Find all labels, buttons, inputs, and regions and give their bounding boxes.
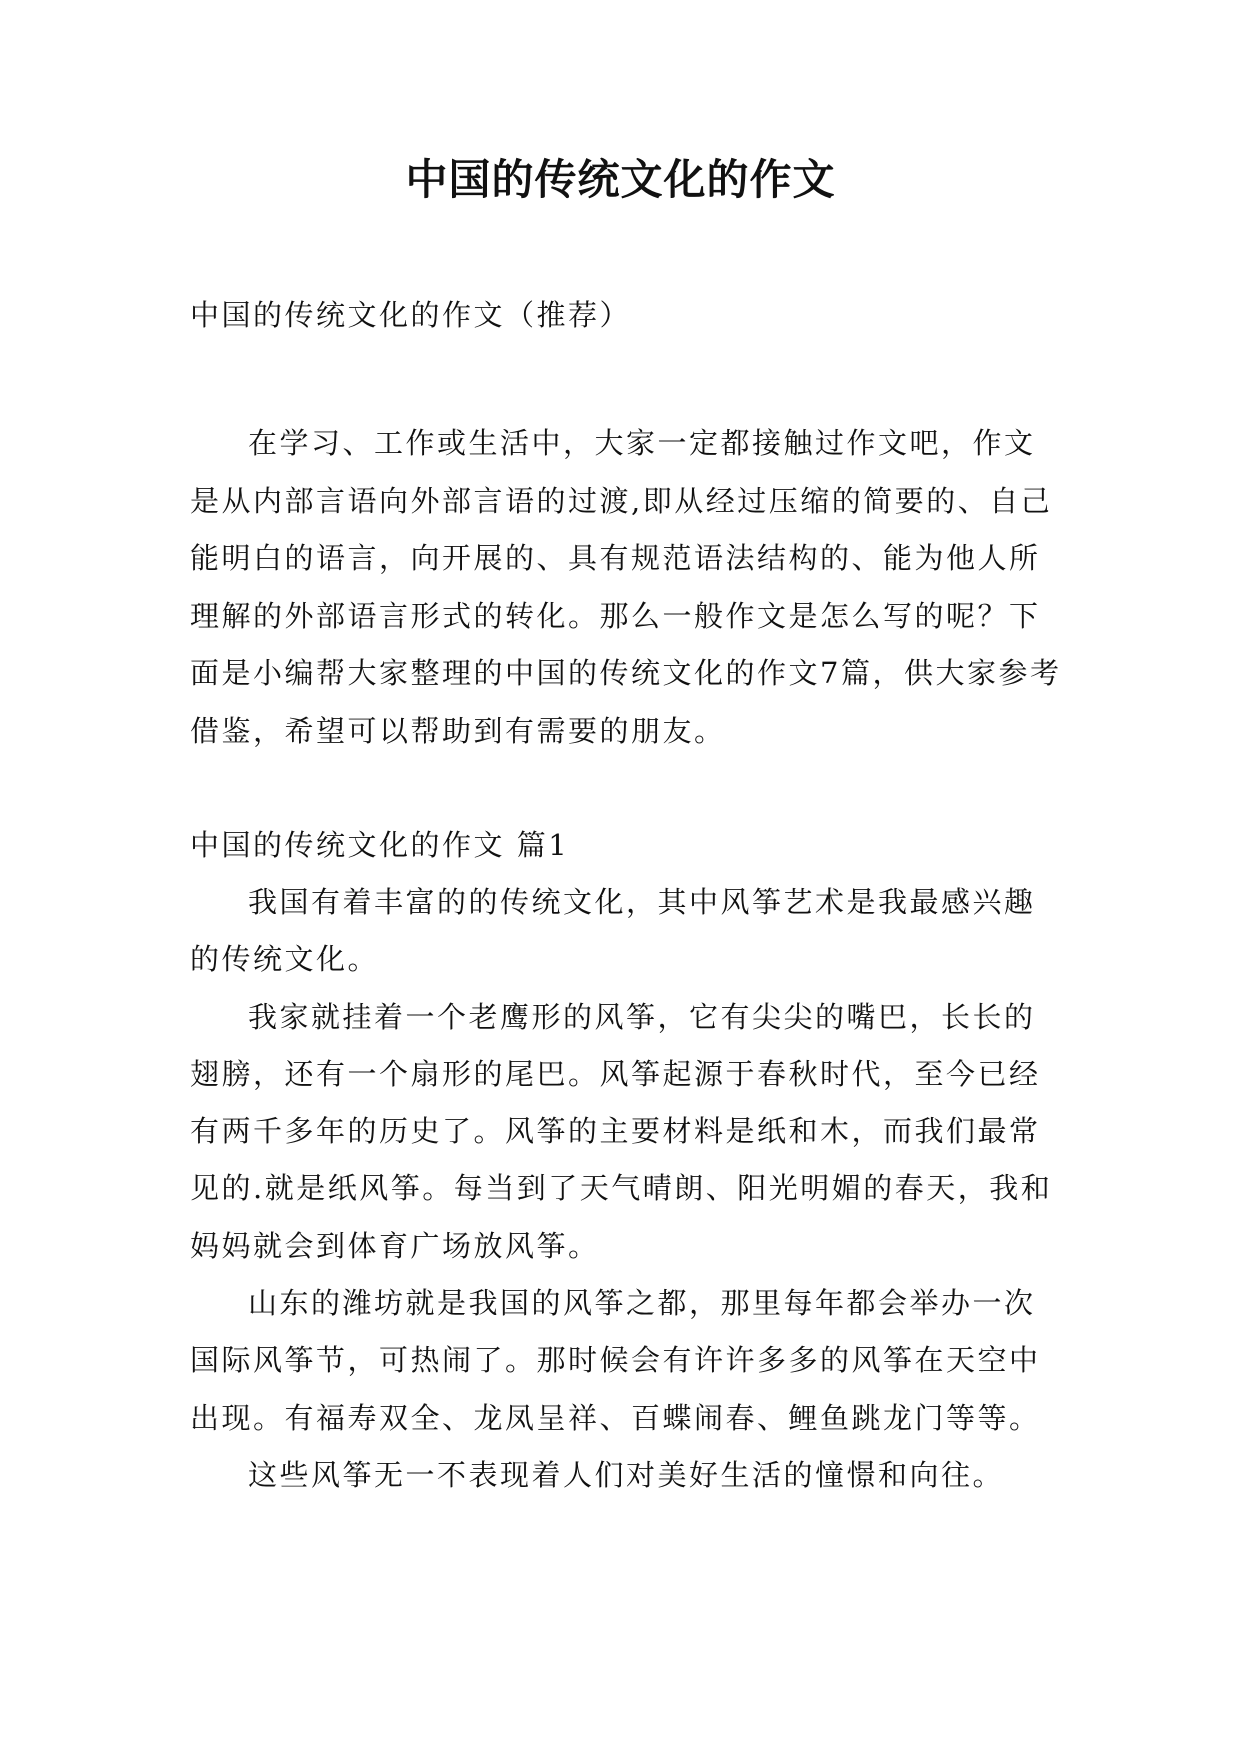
spacer xyxy=(190,760,1065,816)
spacer xyxy=(190,345,1065,415)
intro-paragraph: 在学习、工作或生活中，大家一定都接触过作文吧，作文是从内部言语向外部言语的过渡,即从经过压缩的简要的、自己能明白的语言，向开展的、具有规范语法结构的、能为他人所理解的外部语言形式的转化。那么一般作文是怎么写的呢？下面是小编帮大家整理的中国的传统文化的作文7篇，供大家参考借鉴，希望可以帮助到有需要的朋友。 xyxy=(190,426,1062,748)
body-paragraph: 我家就挂着一个老鹰形的风筝，它有尖尖的嘴巴，长长的翅膀，还有一个扇形的尾巴。风筝起源于春秋时代，至今已经有两千多年的历史了。风筝的主要材料是纸和木，而我们最常见的.就是纸风筝。每当到了天气晴朗、阳光明媚的春天，我和妈妈就会到体育广场放风筝。 xyxy=(190,999,1053,1263)
body-paragraph: 山东的潍坊就是我国的风筝之都，那里每年都会举办一次国际风筝节，可热闹了。那时候会有许许多多的风筝在天空中出现。有福寿双全、龙凤呈祥、百蝶闹春、鲤鱼跳龙门等等。 xyxy=(190,1286,1041,1435)
section-heading: 中国的传统文化的作文 篇1 xyxy=(190,828,570,862)
body-paragraph: 我国有着丰富的的传统文化，其中风筝艺术是我最感兴趣的传统文化。 xyxy=(190,885,1036,977)
document-subtitle: 中国的传统文化的作文（推荐） xyxy=(190,298,632,332)
document-body xyxy=(190,285,1065,1504)
document-title: 中国的传统文化的作文 xyxy=(405,155,836,204)
body-paragraph: 这些风筝无一不表现着人们对美好生活的憧憬和向往。 xyxy=(248,1457,1005,1492)
